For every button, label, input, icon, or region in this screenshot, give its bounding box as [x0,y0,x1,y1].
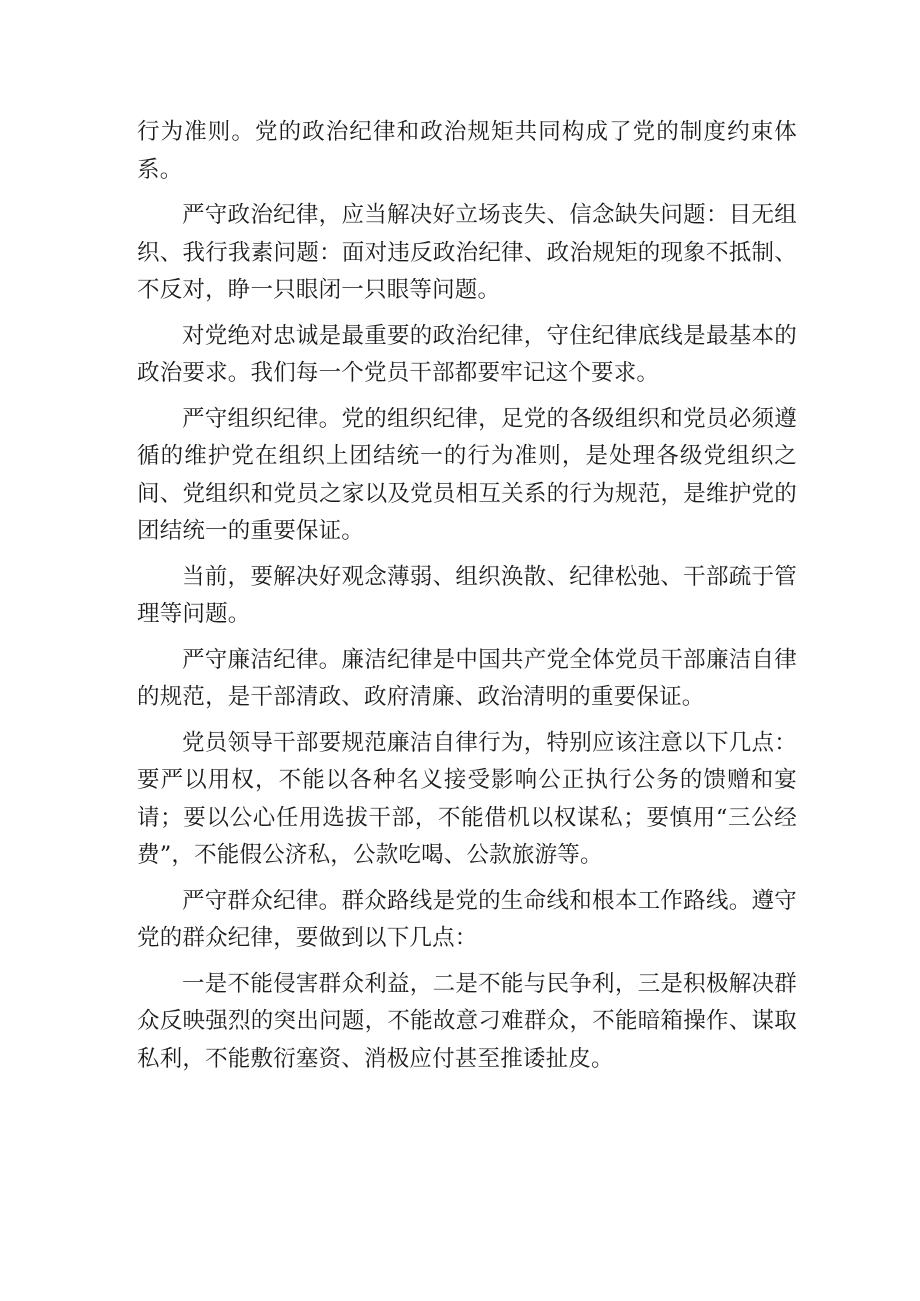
paragraph-3: 对党绝对忠诚是最重要的政治纪律，守住纪律底线是最基本的政治要求。我们每一个党员干部都要牢记这个要求。 [137,322,797,386]
document-body [137,114,797,1086]
paragraph-6: 严守廉洁纪律。廉洁纪律是中国共产党全体党员干部廉洁自律的规范，是干部清政、政府清廉、政治清明的重要保证。 [137,646,797,710]
paragraph-7: 党员领导干部要规范廉洁自律行为，特别应该注意以下几点：要严以用权，不能以各种名义接受影响公正执行公务的馈赠和宴请；要以公心任用选拔干部，不能借机以权谋私；要慎用“三公经费”，不能假公济私，公款吃喝、公款旅游等。 [137,729,797,868]
paragraph-4: 严守组织纪律。党的组织纪律，足党的各级组织和党员必须遵循的维护党在组织上团结统一的行为准则，是处理各级党组织之间、党组织和党员之家以及党员相互关系的行为规范，是维护党的团结统一的重要保证。 [137,405,797,544]
paragraph-5: 当前，要解决好观念薄弱、组织涣散、纪律松弛、干部疏于管理等问题。 [137,563,797,627]
paragraph-9: 一是不能侵害群众利益，二是不能与民争利，三是积极解决群众反映强烈的突出问题，不能故意刁难群众，不能暗箱操作、谋取私利，不能敷衍塞资、消极应付甚至推诿扯皮。 [137,970,797,1072]
paragraph-1: 行为准则。党的政治纪律和政治规矩共同构成了党的制度约束体系。 [137,119,797,183]
paragraph-8: 严守群众纪律。群众路线是党的生命线和根本工作路线。遵守党的群众纪律，要做到以下几点： [137,887,797,951]
paragraph-2: 严守政治纪律，应当解决好立场丧失、信念缺失问题：目无组织、我行我素问题：面对违反政治纪律、政治规矩的现象不抵制、不反对，睁一只眼闭一只眼等问题。 [137,202,797,303]
